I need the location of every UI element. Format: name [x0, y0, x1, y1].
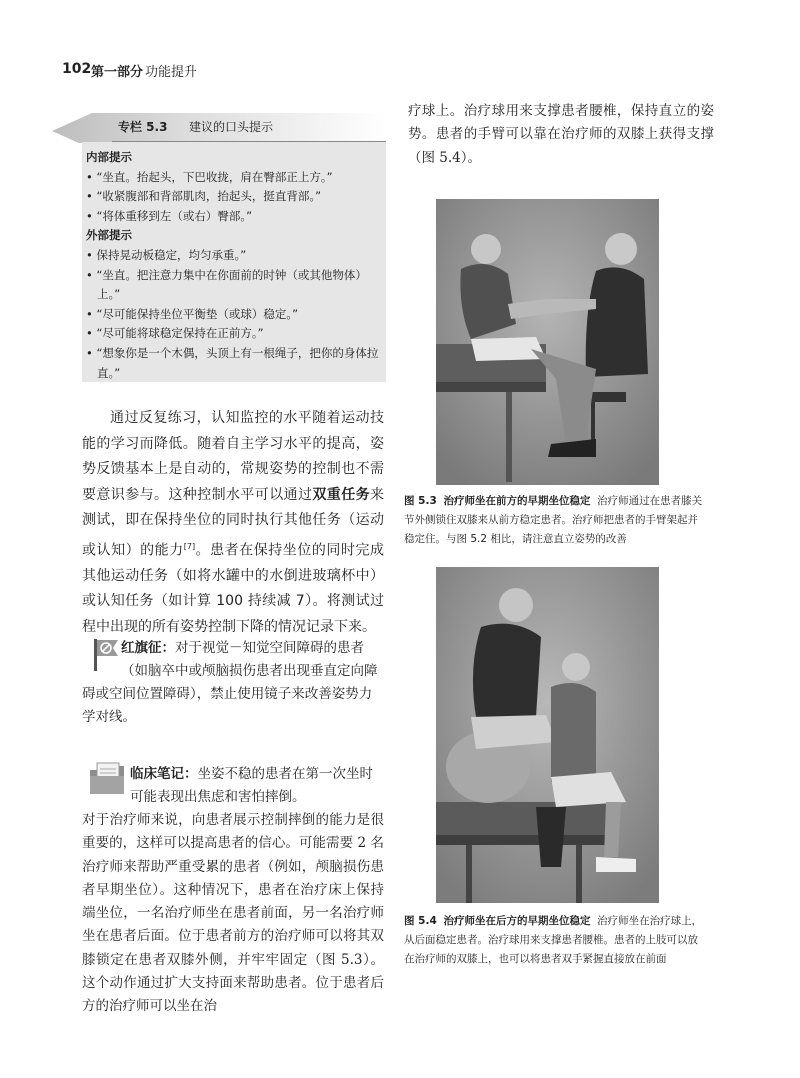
clinical-note-icon [88, 760, 126, 796]
body-text: 通过反复练习，认知监控的水平随着运动技能的学习而降低。随着自主学习水平的提高，姿势反馈基本上是自动的，常规姿势的控制也不需要意识参与。这种控制水平可以通过 [82, 410, 384, 503]
red-flag-continuation: 碍或空间位置障碍），禁止使用镜子来改善姿势力学对线。 [82, 686, 373, 725]
box-title: 建议的口头提示 [189, 120, 274, 134]
clinical-note-continuation: 对于治疗师来说，向患者展示控制摔倒的能力是很重要的，这样可以提高患者的信心。可能需要 2 名治疗师来帮助严重受累的患者（例如，颅脑损伤患者早期坐位）。这种情况下，患者在治疗床上保持端坐位，一名治疗师坐在患者前面，另一名治疗师坐在患者后面。位于患者前方的治疗师可以将其双膝锁定在患者双膝外侧，并牢牢固定（图 5.3）。这个动作通过扩大支持面来帮助患者。位于患者后方的治疗师可以坐在治 [82, 812, 384, 1015]
clinical-note-label: 临床笔记： [130, 766, 198, 782]
body-text: 。患者在保持坐位的同时完成其他运动任务（如将水罐中的水倒进玻璃杯中）或认知任务（如计算 100 持续减 7）。将测试过程中出现的所有姿势控制下降的情况记录下来。 [82, 542, 385, 635]
external-cue-item: • 保持晃动板稳定，均匀承重。” [86, 246, 381, 266]
box-content [86, 148, 381, 383]
body-bold-term: 双重任务 [312, 486, 371, 503]
body-paragraph [82, 406, 384, 640]
box-number: 专栏 5.3 [118, 120, 168, 134]
external-cue-item: • “尽可能将球稳定保持在正前方。” [86, 324, 381, 344]
red-flag-label: 红旗征： [121, 640, 175, 656]
figure-caption-text: 治疗师通过在患者膝关节外侧锁住双膝来从前方稳定患者。治疗师把患者的手臂架起并稳定住。与图 5.2 相比，请注意直立姿势的改善 [404, 495, 703, 545]
citation-ref: [7] [183, 541, 196, 551]
figure-caption-text: 治疗师坐在治疗球上，从后面稳定患者。治疗球用来支撑患者腰椎。患者的上肢可以放在治疗师的双膝上，也可以将患者双手紧握直接放在前面 [404, 915, 703, 965]
figure-title: 治疗师坐在前方的早期坐位稳定 [443, 495, 591, 507]
figure-label: 图 5.4 [404, 915, 437, 927]
internal-cue-item: • “将体重移到左（或右）臀部。” [86, 207, 381, 227]
red-flag-icon [92, 637, 120, 671]
internal-cue-item: • “坐直。抬起头，下巴收拢，肩在臀部正上方。” [86, 168, 381, 188]
figure-5-3-caption [404, 492, 704, 549]
external-cue-item: • “想象你是一个木偶，头顶上有一根绳子，把你的身体拉直。” [86, 344, 381, 383]
page-number: 102 [62, 61, 92, 77]
running-head-part: 第一部分 [91, 65, 144, 80]
internal-cue-item: • “收紧腹部和背部肌肉，抬起头，挺直背部。” [86, 187, 381, 207]
clinical-note-text [130, 763, 385, 809]
external-cue-item: • “尽可能保持坐位平衡垫（或球）稳定。” [86, 305, 381, 325]
external-cues-heading: 外部提示 [86, 228, 132, 243]
figure-title: 治疗师坐在后方的早期坐位稳定 [443, 915, 591, 927]
red-flag-text [121, 637, 385, 683]
external-cue-item: • “坐直。把注意力集中在你面前的时钟（或其他物体）上。” [86, 266, 381, 305]
body-text: 来测试，即在保持坐位的同时执行其他任务（运动或认知）的能力 [82, 486, 385, 559]
figure-5-3-photo [436, 199, 659, 485]
right-column-text: 疗球上。治疗球用来支撑患者腰椎，保持直立的姿势。患者的手臂可以靠在治疗师的双膝上获得支撑（图 5.4）。 [408, 103, 714, 166]
figure-label: 图 5.3 [404, 495, 437, 507]
red-flag-body: 对于视觉－知觉空间障碍的患者（如脑卒中或颅脑损伤患者出现垂直定向障 [121, 640, 378, 679]
internal-cues-heading: 内部提示 [86, 150, 132, 164]
figure-5-4-caption [404, 912, 704, 969]
running-head-section: 功能提升 [145, 65, 198, 80]
clinical-note-body: 坐姿不稳的患者在第一次坐时可能表现出焦虑和害怕摔倒。 [130, 766, 373, 805]
figure-5-4-photo [436, 567, 659, 903]
